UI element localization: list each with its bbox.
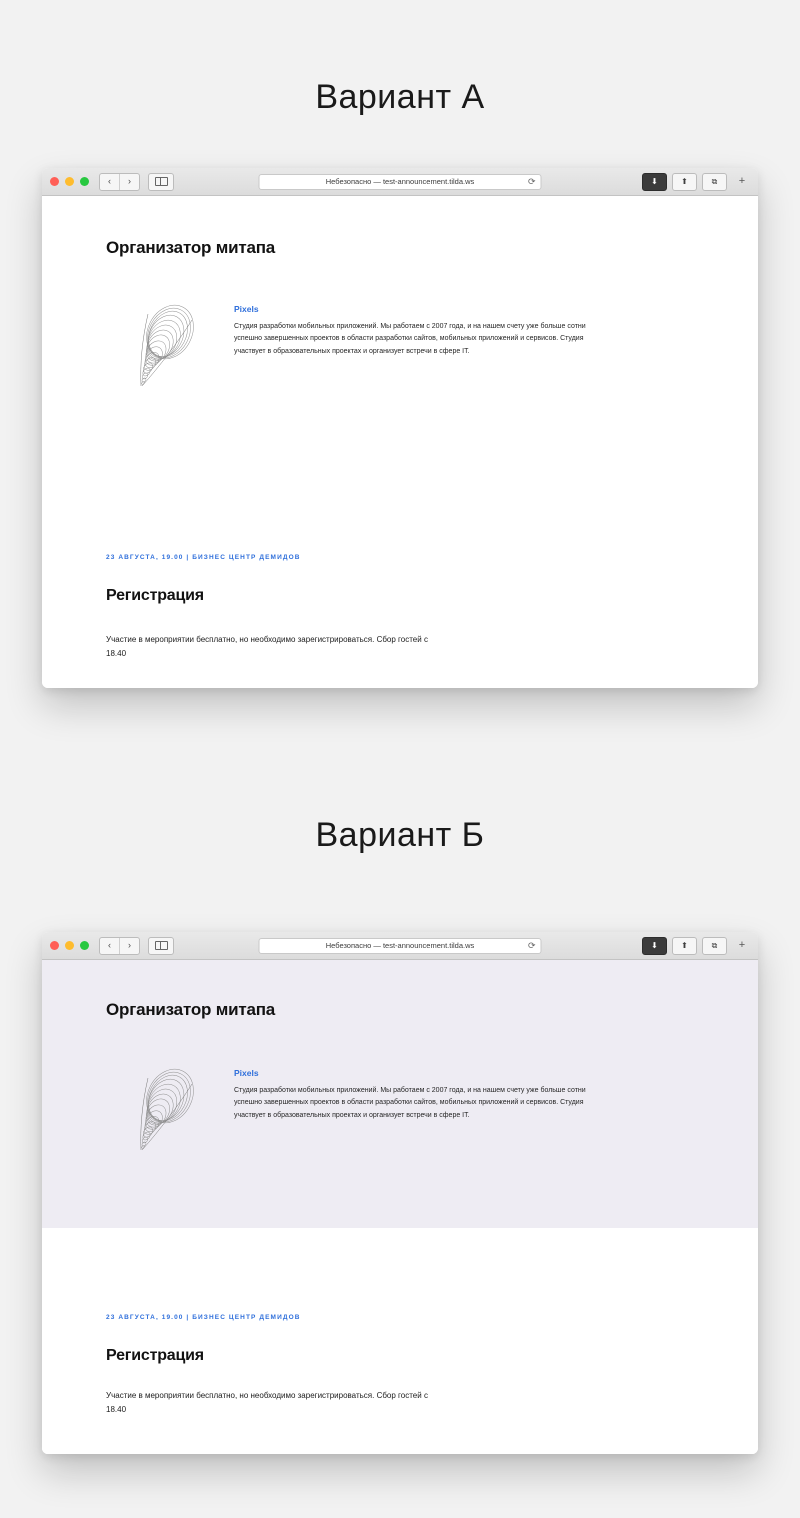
organizer-description: Студия разработки мобильных приложений. Мы работаем с 2007 года, и на нашем счету уже больше сотни успешно завершенных проектов в области разработки сайтов, мобильных приложений и сервисов. Студия участвует в образовательных проектах и организует встречи в сфере IT.	[234, 1087, 586, 1119]
address-bar[interactable]	[259, 174, 542, 190]
reload-icon[interactable]: ⟳	[527, 940, 536, 950]
organizer-text-block	[234, 1066, 694, 1122]
close-window-button[interactable]	[50, 177, 59, 186]
address-bar-text: Небезопасно — test-announcement.tilda.ws	[325, 941, 475, 950]
traffic-lights	[50, 177, 89, 186]
spiral-cone-illustration	[106, 302, 210, 406]
reload-icon[interactable]: ⟳	[527, 176, 536, 186]
zoom-window-button[interactable]	[80, 941, 89, 950]
traffic-lights	[50, 941, 89, 950]
organizer-section	[42, 238, 758, 662]
organizer-row	[106, 302, 694, 406]
page-content-variant-b	[42, 960, 758, 1454]
tab-overview-icon[interactable]: ⧉	[702, 173, 727, 191]
new-tab-button[interactable]: +	[738, 175, 746, 187]
registration-heading: Регистрация	[106, 1347, 204, 1364]
minimize-window-button[interactable]	[65, 177, 74, 186]
forward-icon[interactable]: ›	[119, 174, 139, 190]
page-content-variant-a	[42, 196, 758, 688]
organizer-heading: Организатор митапа	[106, 238, 276, 257]
browser-titlebar	[42, 168, 758, 196]
spiral-cone-illustration	[106, 1066, 210, 1170]
address-bar[interactable]	[259, 938, 542, 954]
spiral-cone-svg	[108, 1066, 208, 1170]
toolbar-right	[642, 937, 750, 955]
section-spacer	[106, 406, 694, 554]
new-tab-button[interactable]: +	[738, 939, 746, 951]
share-icon[interactable]: ⬆	[672, 937, 697, 955]
sidebar-toggle-icon[interactable]	[148, 937, 174, 955]
organizer-heading: Организатор митапа	[106, 1000, 276, 1019]
toolbar-right	[642, 173, 750, 191]
navigation-buttons	[99, 937, 140, 955]
event-meta: 23 АВГУСТА, 19.00 | БИЗНЕС ЦЕНТР ДЕМИДОВ	[106, 554, 301, 561]
browser-titlebar	[42, 932, 758, 960]
sidebar-glyph	[155, 941, 168, 950]
minimize-window-button[interactable]	[65, 941, 74, 950]
organizer-section	[42, 960, 758, 1228]
forward-icon[interactable]: ›	[119, 938, 139, 954]
share-icon[interactable]: ⬆	[672, 173, 697, 191]
download-icon[interactable]: ⬇	[642, 937, 667, 955]
organizer-text-block	[234, 302, 694, 358]
organizer-name[interactable]: Pixels	[234, 1068, 259, 1078]
browser-window-variant-a	[42, 168, 758, 688]
registration-heading: Регистрация	[106, 587, 204, 604]
back-icon[interactable]: ‹	[108, 940, 111, 950]
registration-section	[42, 1228, 758, 1454]
address-bar-text: Небезопасно — test-announcement.tilda.ws	[325, 177, 475, 186]
organizer-row	[106, 1066, 694, 1170]
variant-b-title: Вариант Б	[315, 816, 485, 854]
registration-text: Участие в мероприятии бесплатно, но необходимо зарегистрироваться. Сбор гостей с 18.40	[106, 635, 428, 659]
close-window-button[interactable]	[50, 941, 59, 950]
zoom-window-button[interactable]	[80, 177, 89, 186]
navigation-buttons	[99, 173, 140, 191]
browser-window-variant-b	[42, 932, 758, 1454]
tab-overview-icon[interactable]: ⧉	[702, 937, 727, 955]
registration-text: Участие в мероприятии бесплатно, но необходимо зарегистрироваться. Сбор гостей с 18.40	[106, 1391, 428, 1415]
back-icon[interactable]: ‹	[108, 176, 111, 186]
sidebar-toggle-icon[interactable]	[148, 173, 174, 191]
variant-a-title: Вариант А	[315, 78, 485, 116]
organizer-description: Студия разработки мобильных приложений. Мы работаем с 2007 года, и на нашем счету уже больше сотни успешно завершенных проектов в области разработки сайтов, мобильных приложений и сервисов. Студия участвует в образовательных проектах и организует встречи в сфере IT.	[234, 323, 586, 355]
spiral-cone-svg	[108, 302, 208, 406]
sidebar-glyph	[155, 177, 168, 186]
event-meta: 23 АВГУСТА, 19.00 | БИЗНЕС ЦЕНТР ДЕМИДОВ	[106, 1314, 301, 1321]
organizer-name[interactable]: Pixels	[234, 304, 259, 314]
download-icon[interactable]: ⬇	[642, 173, 667, 191]
